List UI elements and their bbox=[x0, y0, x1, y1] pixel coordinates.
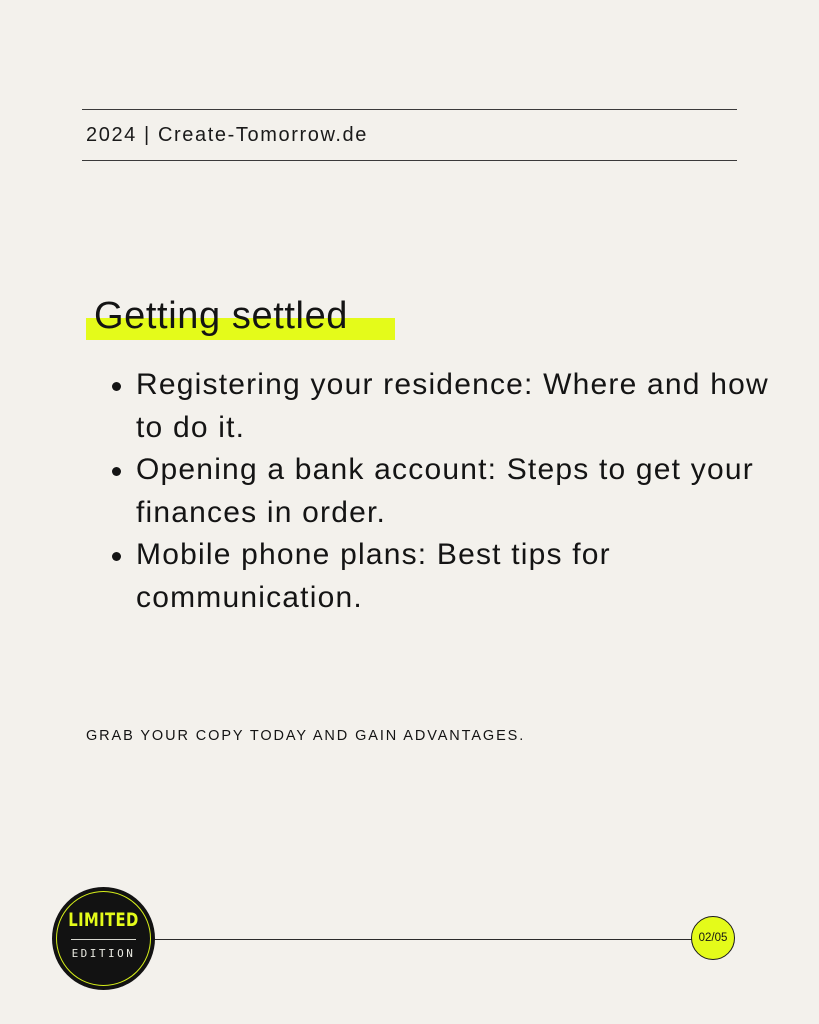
bullet-list bbox=[108, 364, 819, 619]
header-text: 2024 | Create-Tomorrow.de bbox=[86, 124, 368, 146]
bullet-text: Mobile phone plans: Best tips for communication. bbox=[136, 538, 611, 614]
bullet-text: Registering your residence: Where and how to do it. bbox=[136, 368, 769, 444]
header-rule bbox=[82, 160, 737, 161]
limited-edition-badge bbox=[52, 887, 155, 990]
badge-top-text: LIMITED bbox=[68, 909, 139, 931]
badge-bottom-text: EDITION bbox=[71, 947, 136, 960]
bullet-item-mobile-phone bbox=[108, 534, 819, 619]
bullet-text: Opening a bank account: Steps to get your finances in order. bbox=[136, 453, 754, 529]
badge-divider bbox=[71, 939, 136, 940]
bottom-rule bbox=[150, 939, 695, 940]
page-indicator: 02/05 bbox=[691, 916, 735, 960]
call-to-action-text: GRAB YOUR COPY TODAY AND GAIN ADVANTAGES. bbox=[86, 728, 526, 744]
top-rule bbox=[82, 109, 737, 110]
section-heading-block bbox=[86, 292, 348, 340]
section-heading: Getting settled bbox=[94, 295, 349, 337]
bullet-item-registering bbox=[108, 364, 819, 449]
bullet-item-bank-account bbox=[108, 449, 819, 534]
